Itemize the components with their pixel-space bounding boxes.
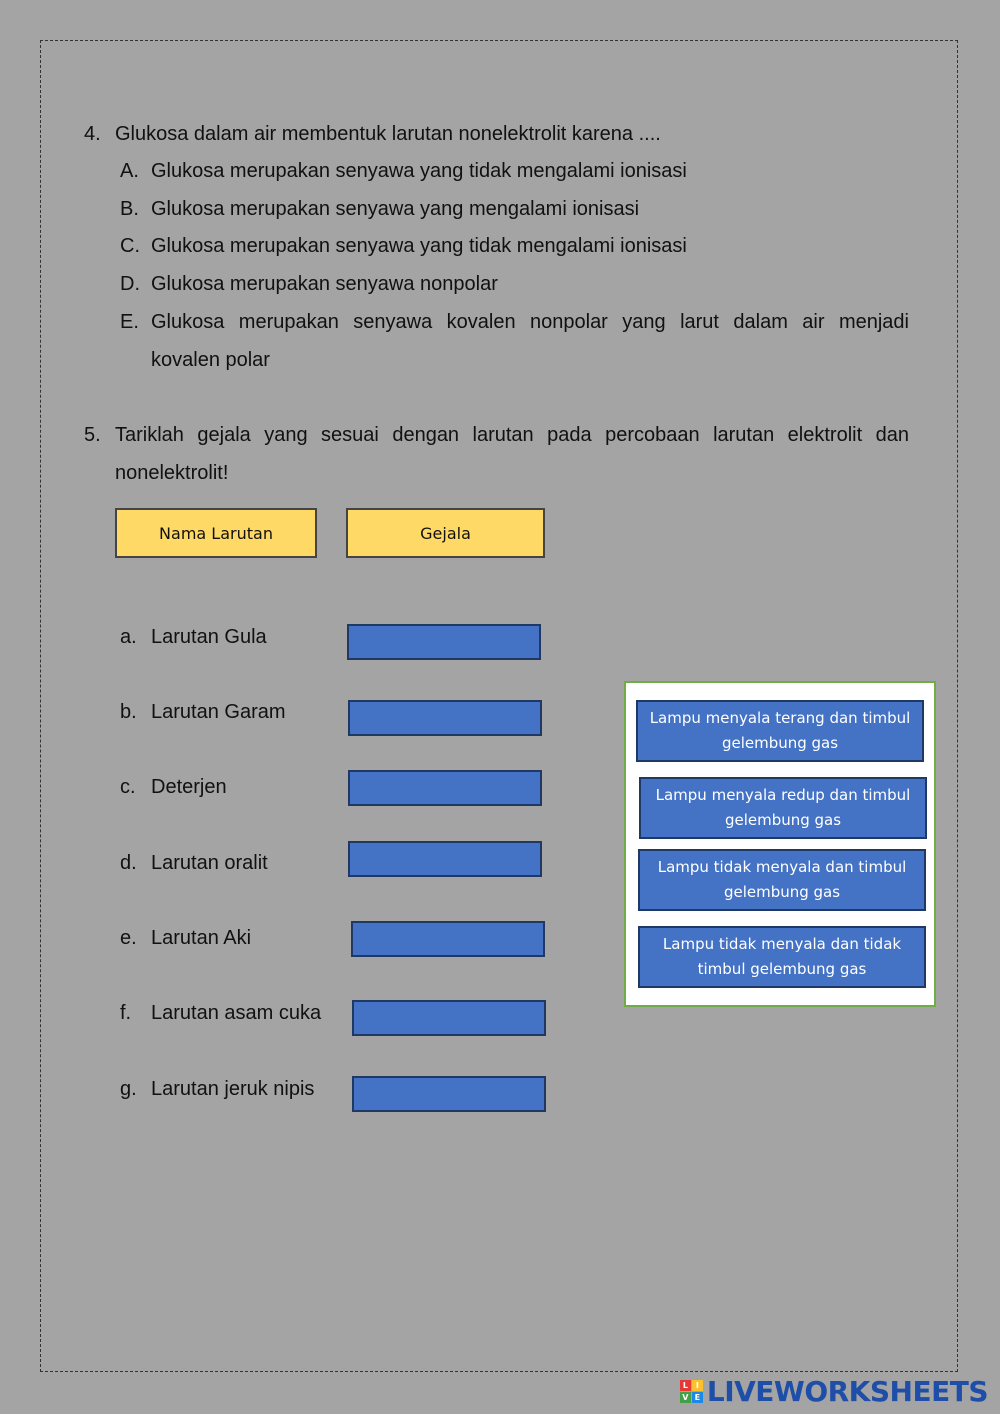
liveworksheets-logo-text: LIVEWORKSHEETS [706,1374,988,1408]
drop-zone-b[interactable] [348,700,542,736]
choice-bright-bubbles[interactable]: Lampu menyala terang dan timbul gelembung gas [636,700,924,762]
item-d-letter: d. [120,852,137,874]
drop-zone-g[interactable] [352,1076,546,1112]
item-c-label: Deterjen [151,776,227,798]
liveworksheets-logo-mark-icon [680,1380,703,1403]
header-nama-larutan: Nama Larutan [115,508,317,558]
item-c-letter: c. [120,776,136,798]
item-g-label: Larutan jeruk nipis [151,1078,315,1100]
item-d-label: Larutan oralit [151,852,268,874]
q4-option-a-letter: A. [120,160,139,182]
drop-zone-d[interactable] [348,841,542,877]
drop-zone-c[interactable] [348,770,542,806]
logo-mark-l: L [680,1380,691,1391]
item-f-letter: f. [120,1002,132,1024]
item-g-letter: g. [120,1078,137,1100]
choice-off-no-bubbles[interactable]: Lampu tidak menyala dan tidak timbul gelembung gas [638,926,926,988]
logo-mark-e: E [692,1392,703,1403]
q5-question-line1: Tariklah gejala yang sesuai dengan larutan pada percobaan larutan elektrolit dan [115,424,909,446]
q4-option-e-line2: kovalen polar [151,349,270,371]
q5-question-line2: nonelektrolit! [115,462,229,484]
drop-zone-a[interactable] [347,624,541,660]
q4-option-e-letter: E. [120,311,139,333]
liveworksheets-logo [680,1374,988,1408]
item-a-letter: a. [120,626,137,648]
q4-option-b: Glukosa merupakan senyawa yang mengalami ionisasi [151,198,640,220]
q4-option-d-letter: D. [120,273,140,295]
q4-option-c: Glukosa merupakan senyawa yang tidak mengalami ionisasi [151,235,687,257]
q4-number: 4. [84,123,101,145]
item-b-label: Larutan Garam [151,701,286,723]
q4-question: Glukosa dalam air membentuk larutan nonelektrolit karena .... [115,123,661,145]
q4-option-b-letter: B. [120,198,139,220]
drop-zone-f[interactable] [352,1000,546,1036]
q4-option-c-letter: C. [120,235,140,257]
logo-mark-v: V [680,1392,691,1403]
item-b-letter: b. [120,701,137,723]
q5-number: 5. [84,424,101,446]
item-f-label: Larutan asam cuka [151,1002,322,1024]
header-gejala: Gejala [346,508,545,558]
choice-off-bubbles[interactable]: Lampu tidak menyala dan timbul gelembung gas [638,849,926,911]
choice-dim-bubbles[interactable]: Lampu menyala redup dan timbul gelembung gas [639,777,927,839]
item-e-letter: e. [120,927,137,949]
q4-option-d: Glukosa merupakan senyawa nonpolar [151,273,498,295]
logo-mark-i: I [692,1380,703,1391]
item-e-label: Larutan Aki [151,927,252,949]
drop-zone-e[interactable] [351,921,545,957]
q4-option-a: Glukosa merupakan senyawa yang tidak mengalami ionisasi [151,160,687,182]
item-a-label: Larutan Gula [151,626,267,648]
q4-option-e-line1: Glukosa merupakan senyawa kovalen nonpolar yang larut dalam air menjadi [151,311,909,333]
